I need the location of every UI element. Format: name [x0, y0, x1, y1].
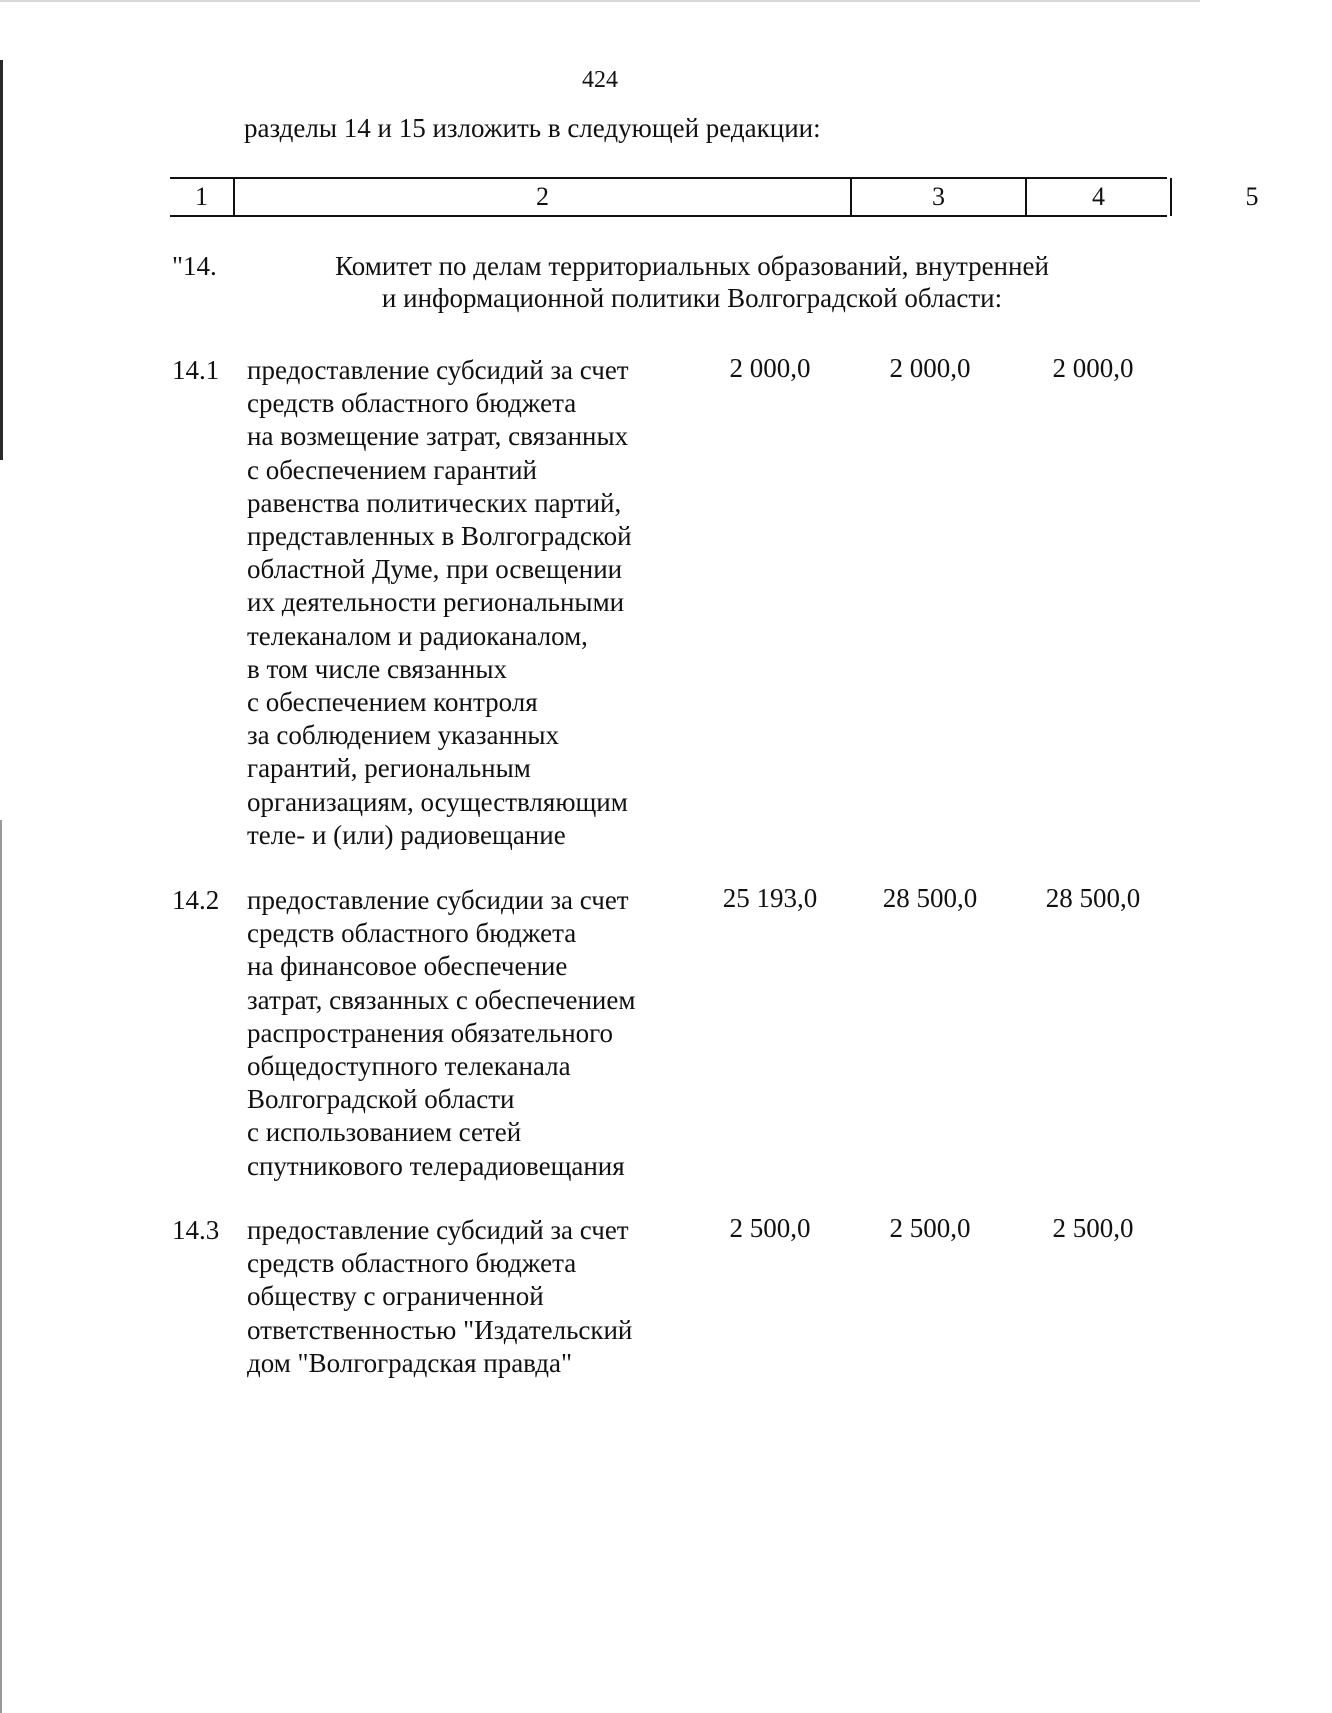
- description-line: распространения обязательного: [247, 1017, 614, 1048]
- page-number: 424: [582, 67, 618, 93]
- description-line: на возмещение затрат, связанных: [247, 421, 629, 452]
- scan-edge-top: [0, 0, 1200, 2]
- description-line: Волгоградской области: [247, 1084, 515, 1115]
- description-line: областной Думе, при освещении: [247, 554, 623, 585]
- description-line: общедоступного телеканала: [247, 1051, 571, 1082]
- value-col-5: 28 500,0: [1045, 883, 1141, 913]
- description-line: предоставление субсидий за счет: [247, 1215, 629, 1245]
- description-line: телеканалом и радиоканалом,: [247, 620, 588, 651]
- scan-edge-left-lower: [0, 820, 2, 1713]
- section-number: "14.: [172, 251, 217, 281]
- description-line: средств областного бюджета: [247, 388, 577, 419]
- column-header-3: 3: [932, 182, 945, 211]
- description-line: затрат, связанных с обеспечением: [247, 984, 636, 1015]
- scan-edge-left: [0, 60, 3, 460]
- description-line: организациям, осуществляющим: [247, 786, 628, 817]
- description-line: предоставление субсидии за счет: [247, 885, 629, 915]
- section-title-line: и информационной политики Волгоградской области:: [381, 283, 1003, 313]
- description-line: дом "Волгоградская правда": [247, 1347, 573, 1378]
- row-number: 14.1: [172, 355, 220, 385]
- row-number: 14.2: [172, 885, 220, 915]
- value-col-5: 2 000,0: [1052, 353, 1134, 383]
- column-header-table: [170, 177, 1259, 217]
- description-line: представленных в Волгоградской: [247, 521, 632, 552]
- column-header-5: 5: [1245, 182, 1259, 211]
- value-col-5: 2 500,0: [1052, 1213, 1134, 1243]
- value-col-3: 2 500,0: [729, 1213, 811, 1243]
- value-col-3: 25 193,0: [722, 883, 818, 913]
- value-col-4: 2 000,0: [889, 353, 971, 383]
- description-line: средств областного бюджета: [247, 1248, 577, 1279]
- description-line: спутникового телерадиовещания: [247, 1150, 625, 1181]
- section-title: [232, 250, 1152, 314]
- description-line: их деятельности региональными: [247, 587, 625, 618]
- row-description: [247, 354, 687, 852]
- column-header-4: 4: [1092, 182, 1105, 211]
- description-line: теле- и (или) радиовещание: [247, 819, 566, 850]
- row-description: [247, 884, 687, 1183]
- description-line: с использованием сетей: [247, 1117, 522, 1148]
- description-line: в том числе связанных: [247, 653, 507, 684]
- description-line: с обеспечением контроля: [247, 687, 538, 718]
- section-title-line: Комитет по делам территориальных образований, внутренней: [335, 251, 1049, 281]
- column-header-2: 2: [536, 182, 549, 211]
- row-description: [247, 1214, 687, 1380]
- value-col-3: 2 000,0: [729, 353, 811, 383]
- description-line: за соблюдением указанных: [247, 720, 560, 751]
- description-line: ответственностью "Издательский: [247, 1314, 633, 1345]
- row-number: 14.3: [172, 1215, 220, 1245]
- description-line: гарантий, региональным: [247, 753, 531, 784]
- value-col-4: 2 500,0: [889, 1213, 971, 1243]
- column-header-1: 1: [195, 182, 208, 211]
- description-line: предоставление субсидий за счет: [247, 355, 629, 385]
- intro-text: разделы 14 и 15 изложить в следующей редакции:: [244, 113, 821, 143]
- description-line: средств областного бюджета: [247, 918, 577, 949]
- value-col-4: 28 500,0: [882, 883, 978, 913]
- description-line: на финансовое обеспечение: [247, 951, 568, 982]
- description-line: обществу с ограниченной: [247, 1281, 544, 1312]
- description-line: с обеспечением гарантий: [247, 454, 537, 485]
- description-line: равенства политических партий,: [247, 487, 622, 518]
